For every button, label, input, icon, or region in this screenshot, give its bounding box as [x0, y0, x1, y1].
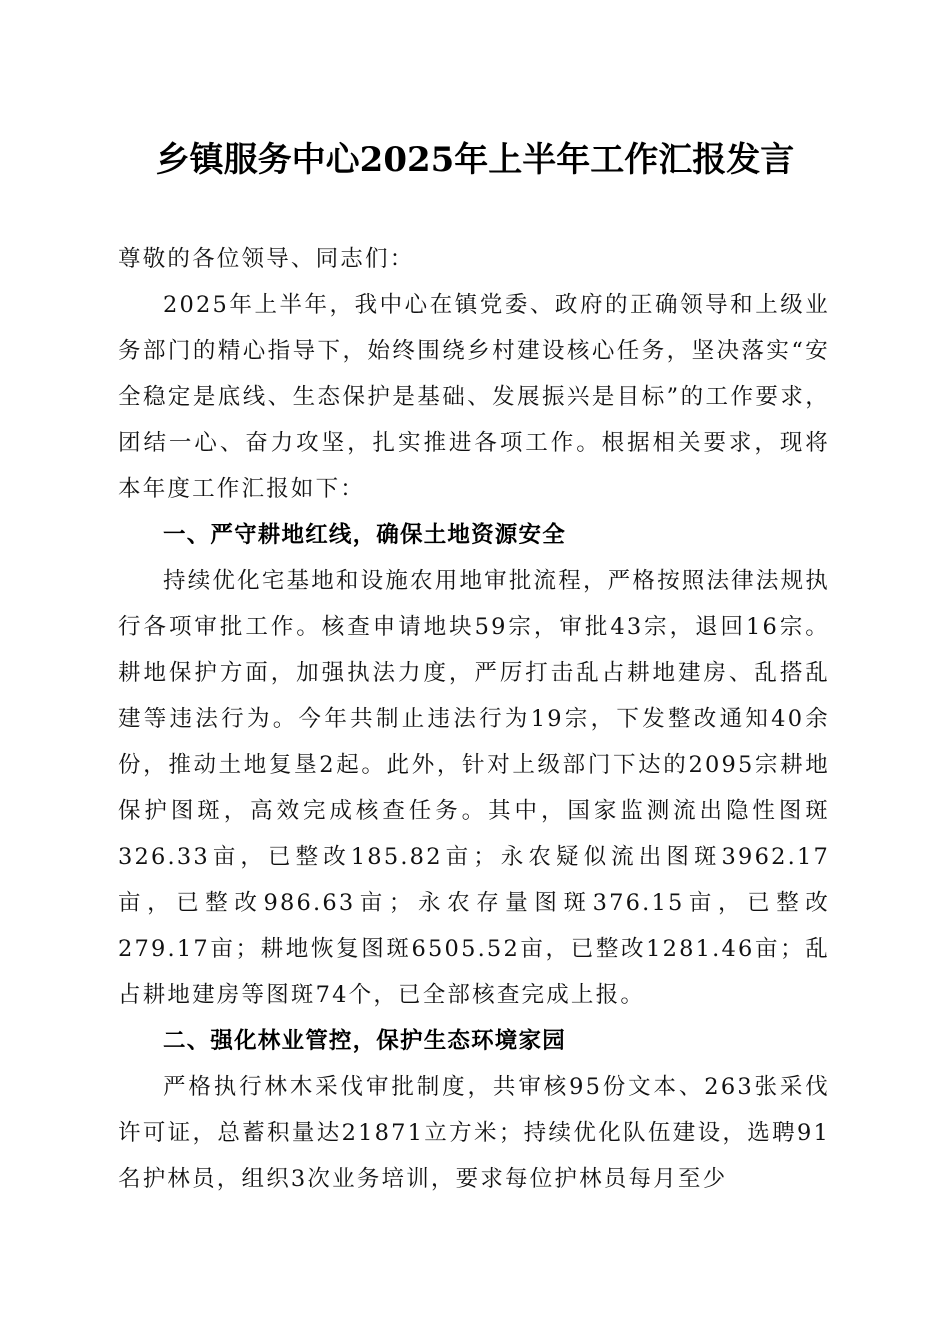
section-paragraph-2: 严格执行林木采伐审批制度，共审核95份文本、263张采伐许可证，总蓄积量达21871立方米；持续优化队伍建设，选聘91名护林员，组织3次业务培训，要求每位护林员每月至少 [118, 1074, 830, 1192]
section-heading-1: 一、严守耕地红线，确保土地资源安全 [163, 522, 566, 548]
section-paragraph-1: 持续优化宅基地和设施农用地审批流程，严格按照法律法规执行各项审批工作。核查申请地块59宗，审批43宗，退回16宗。耕地保护方面，加强执法力度，严厉打击乱占耕地建房、乱搭乱建等违法行为。今年共制止违法行为19宗，下发整改通知40余份，推动土地复垦2起。此外，针对上级部门下达的2095宗耕地保护图斑，高效完成核查任务。其中，国家监测流出隐性图斑326.33亩，已整改185.82亩；永农疑似流出图斑3962.17亩，已整改986.63亩；永农存量图斑376.15亩，已整改279.17亩；耕地恢复图斑6505.52亩，已整改1281.46亩；乱占耕地建房等图斑74个，已全部核查完成上报。 [118, 568, 830, 1008]
document-title: 乡镇服务中心2025年上半年工作汇报发言 [155, 140, 795, 180]
document-body [118, 236, 830, 1202]
salutation: 尊敬的各位领导、同志们： [118, 246, 415, 272]
section-heading-2: 二、强化林业管控，保护生态环境家园 [163, 1028, 566, 1054]
intro-paragraph: 2025年上半年，我中心在镇党委、政府的正确领导和上级业务部门的精心指导下，始终围绕乡村建设核心任务，坚决落实“安全稳定是底线、生态保护是基础、发展振兴是目标”的工作要求，团结一心、奋力攻坚，扎实推进各项工作。根据相关要求，现将本年度工作汇报如下： [118, 292, 830, 502]
